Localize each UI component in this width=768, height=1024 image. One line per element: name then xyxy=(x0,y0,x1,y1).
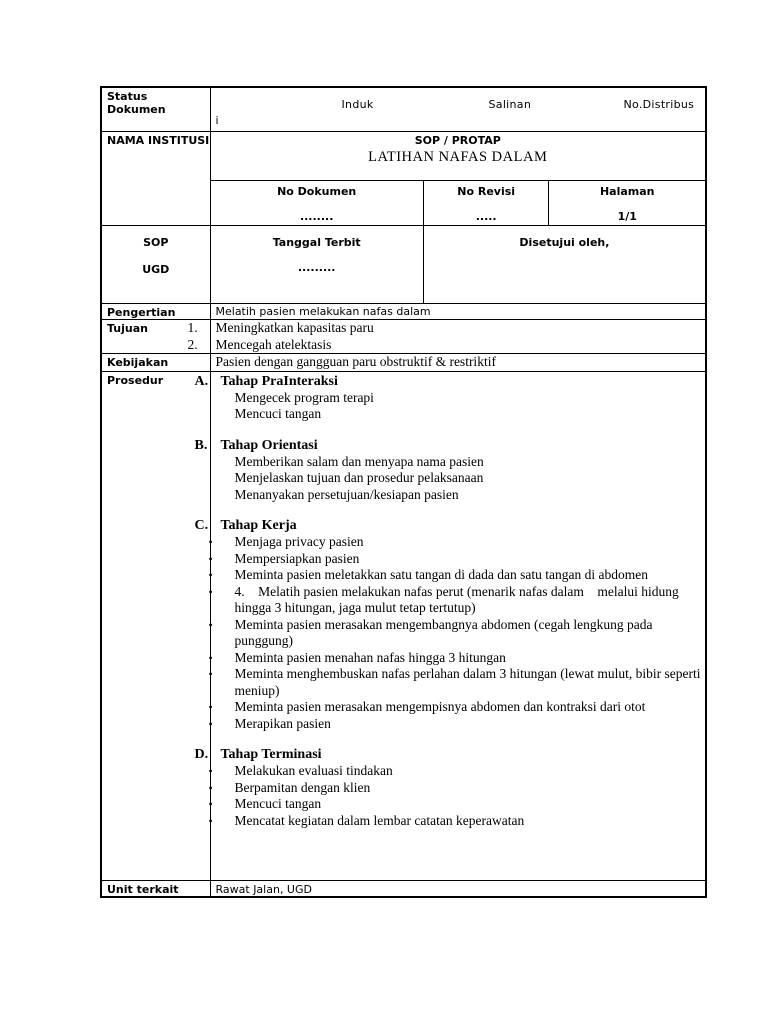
section-a xyxy=(195,373,701,423)
section-d-bullet-2: • Berpamitan dengan klien xyxy=(205,780,701,797)
section-c-bullet-4: • 4. Melatih pasien melakukan nafas perut (menarik nafas dalam melalui hidung hingga 3 hitungan, jaga mulut tetap tertutup) xyxy=(205,584,701,617)
section-b xyxy=(195,437,701,504)
sop-row xyxy=(101,226,706,304)
unit-terkait-row xyxy=(101,880,706,897)
kebijakan-label: Kebijakan xyxy=(107,356,169,369)
section-d-bullet-4: • Mencatat kegiatan dalam lembar catatan keperawatan xyxy=(205,813,701,830)
kebijakan-label-cell xyxy=(101,354,210,372)
institution-row xyxy=(101,132,706,181)
pengertian-label: Pengertian xyxy=(107,306,176,319)
status-options-cell xyxy=(210,87,706,132)
unit-terkait-text: Rawat Jalan, UGD xyxy=(215,882,312,896)
section-c-bullet-2: • Mempersiapkan pasien xyxy=(205,551,701,568)
kebijakan-row xyxy=(101,354,706,372)
status-label-cell xyxy=(101,87,210,132)
disetujui-label: Disetujui oleh, xyxy=(519,236,610,249)
status-option-distribusi: No.Distribus xyxy=(623,98,695,111)
no-dokumen-label: No Dokumen xyxy=(277,185,357,198)
sop-unit-cell xyxy=(101,226,210,304)
section-c xyxy=(195,517,701,732)
section-d-title: Tahap Terminasi xyxy=(220,747,322,762)
prosedur-content-cell xyxy=(194,371,706,880)
tujuan-num-1: 1. xyxy=(187,320,198,335)
pengertian-label-cell xyxy=(101,304,210,320)
tujuan-label-cell xyxy=(101,320,210,354)
section-c-title: Tahap Kerja xyxy=(220,518,297,533)
sop-table xyxy=(100,86,707,898)
halaman-label: Halaman xyxy=(599,185,655,198)
section-b-letter: B. xyxy=(194,437,208,453)
section-c-bullet-3: • Meminta pasien meletakkan satu tangan di dada dan satu tangan di abdomen xyxy=(205,567,701,584)
unit-terkait-label: Unit terkait xyxy=(107,882,179,896)
disetujui-cell xyxy=(423,226,705,303)
section-c-bullet-5: • Meminta pasien merasakan mengembangnya abdomen (cegah lengkung pada punggung) xyxy=(205,617,701,650)
status-label: Status Dokumen xyxy=(107,90,166,116)
pengertian-row xyxy=(101,304,706,320)
pengertian-text-cell xyxy=(210,304,706,320)
section-c-bullet-9: • Merapikan pasien xyxy=(205,716,701,733)
title-cell xyxy=(210,132,706,181)
tujuan-num-2: 2. xyxy=(187,336,198,352)
section-c-bullet-6: • Meminta pasien menahan nafas hingga 3 hitungan xyxy=(205,650,701,667)
no-dokumen-cell xyxy=(211,181,423,225)
section-d-bullet-1: • Melakukan evaluasi tindakan xyxy=(205,763,701,780)
section-b-title: Tahap Orientasi xyxy=(220,437,318,453)
section-b-step-2: Menjelaskan tujuan dan prosedur pelaksanaan xyxy=(234,470,484,485)
tanggal-terbit-value: ......... xyxy=(297,261,336,274)
section-c-bullet-8: • Meminta pasien merasakan mengempisnya abdomen dan kontraksi dari otot xyxy=(205,699,701,716)
section-c-bullet-1: • Menjaga privacy pasien xyxy=(205,534,701,551)
section-d xyxy=(195,746,701,829)
prosedur-label: Prosedur xyxy=(107,373,164,387)
section-a-step-1: Mengecek program terapi xyxy=(234,389,374,405)
section-a-title: Tahap PraInteraksi xyxy=(220,373,338,389)
tujuan-item-2: Mencegah atelektasis xyxy=(215,336,332,352)
section-b-step-3: Menanyakan persetujuan/kesiapan pasien xyxy=(234,486,459,502)
kebijakan-text-cell xyxy=(210,354,706,372)
no-revisi-value: ..... xyxy=(475,210,497,223)
tujuan-text-cell xyxy=(210,320,706,354)
section-d-letter: D. xyxy=(194,747,209,762)
pengertian-text: Melatih pasien melakukan nafas dalam xyxy=(215,305,431,318)
section-c-bullet-7: • Meminta menghembuskan nafas perlahan dalam 3 hitungan (lewat mulut, bibir seperti meniup) xyxy=(205,666,701,699)
tujuan-item-1: Meningkatkan kapasitas paru xyxy=(215,320,374,335)
document-title: LATIHAN NAFAS DALAM xyxy=(368,149,548,165)
no-revisi-cell xyxy=(423,181,549,225)
section-a-step-2: Mencuci tangan xyxy=(234,406,322,421)
status-option-induk: Induk xyxy=(341,98,374,111)
tanggal-terbit-cell xyxy=(211,226,423,303)
institution-label: NAMA INSTITUSI xyxy=(107,134,210,147)
tujuan-row xyxy=(101,320,706,354)
section-d-bullet-3: • Mencuci tangan xyxy=(205,796,701,813)
status-row xyxy=(101,87,706,132)
section-a-letter: A. xyxy=(194,373,209,389)
halaman-cell xyxy=(548,181,705,225)
doc-info-cell xyxy=(210,181,706,226)
status-option-salinan: Salinan xyxy=(488,98,532,111)
status-option-distribusi-cont: i xyxy=(215,114,219,127)
prosedur-row xyxy=(101,371,706,880)
unit-ugd-label: UGD xyxy=(142,263,170,276)
sop-label: SOP xyxy=(143,236,169,249)
section-b-step-1: Memberikan salam dan menyapa nama pasien xyxy=(234,453,484,469)
no-dokumen-value: ........ xyxy=(299,210,334,223)
no-revisi-label: No Revisi xyxy=(457,185,516,198)
kebijakan-text: Pasien dengan gangguan paru obstruktif & restriktif xyxy=(215,354,496,369)
unit-terkait-label-cell xyxy=(101,880,210,897)
institution-label-cell xyxy=(101,132,210,226)
tujuan-label: Tujuan xyxy=(107,322,148,335)
sop-protap-label: SOP / PROTAP xyxy=(414,134,501,147)
unit-terkait-text-cell xyxy=(210,880,706,897)
approval-cell xyxy=(210,226,706,304)
halaman-value: 1/1 xyxy=(617,210,637,223)
tanggal-terbit-label: Tanggal Terbit xyxy=(272,236,361,249)
section-c-letter: C. xyxy=(194,518,209,533)
